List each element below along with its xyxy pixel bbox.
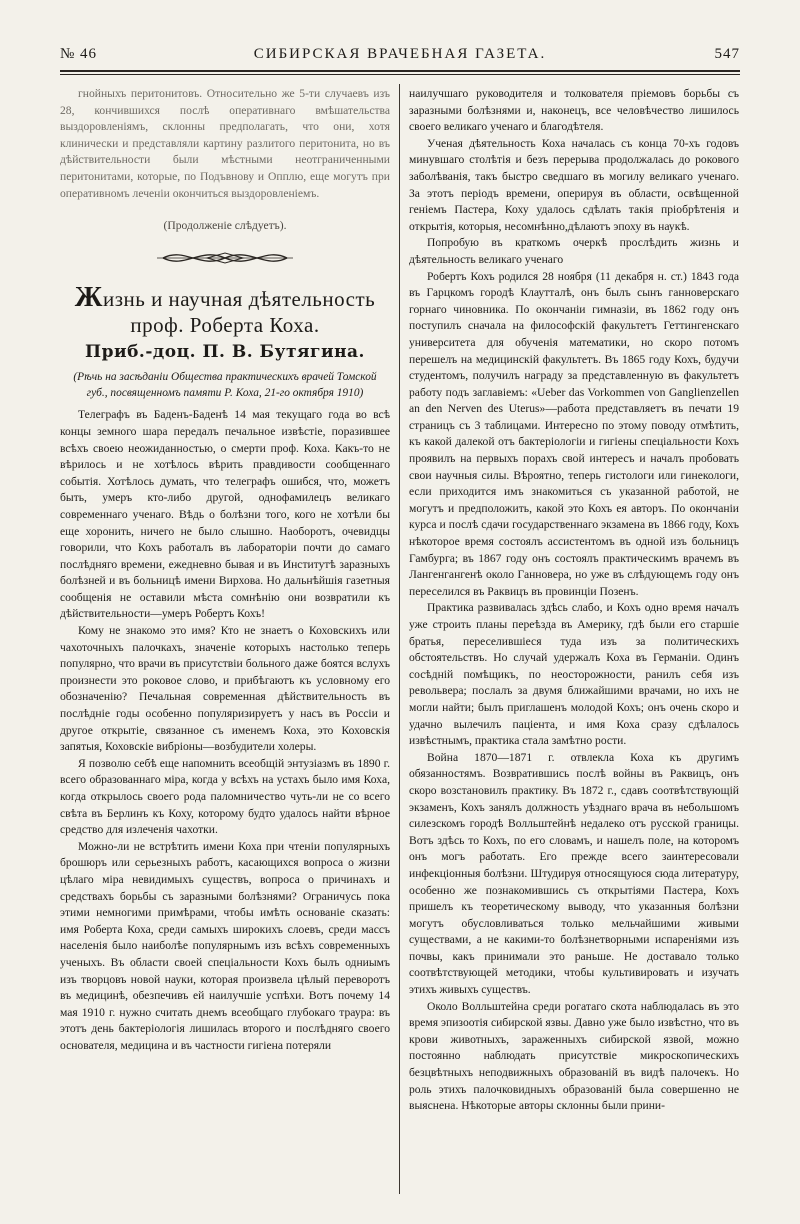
left-column — [60, 86, 390, 1210]
page-header — [60, 42, 740, 70]
ornament-divider — [155, 245, 295, 271]
header-rule — [60, 70, 740, 75]
article-title — [60, 281, 390, 338]
newspaper-title: СИБИРСКАЯ ВРАЧЕБНАЯ ГАЗЕТА. — [253, 46, 547, 62]
article-paragraph: Телеграфъ въ Баденъ-Баденѣ 14 мая текущаго года во всѣ концы земного шара передалъ печальное извѣстіе, поразившее всѣхъ своею неожиданностью, о смерти проф. Коха. Какъ-то не вѣрилось и не хотѣлось вѣрить правдивости сообщеннаго событія. Хотѣлось думать, что телеграфъ ошибся, что, можетъ быть, умеръ кто-либо другой, однофамилецъ великаго современнаго ученаго. Вѣдь о болѣзни того, кого не хотѣли бы еще хоронить, ничего не было слышно. Наоборотъ, очевидцы говорили, что Кохъ работалъ въ лабораторіи почти до самаго послѣдняго времени, ежедневно бывая и въ Институтѣ заразныхъ болѣзней и въ больницѣ имени Вирхова. Но дальнѣйшія газетныя сообщенія не оставили мѣста сомнѣнію они возвратили къ дѣйствительности—умеръ Робертъ Кохъ! — [60, 408, 390, 621]
article-paragraph: Робертъ Кохъ родился 28 ноября (11 декабря н. ст.) 1843 года въ Гарцкомъ городѣ Клаутталѣ, онъ былъ сынъ ганноверскаго горнаго чиновника. По окончаніи гимназіи, въ 1862 году онъ поступилъ сначала на философскій факультетъ Геттингенскаго университета для обученія математики, но скоро потомъ перешелъ на медицинскій факультетъ. Въ 1865 году Кохъ, будучи студентомъ, получилъ награду за представленную въ факультетъ работу подъ заглавіемъ: «Ueber das Vorkommen von Ganglienzellen an den Nerven des Uterus»—работа представляетъ въ печати 19 страницъ съ 3 таблицами. Интересно по этому поводу отмѣтить, къ какой далекой отъ бактеріологіи и гигіены спеціальности Кохъ проявилъ на первыхъ порахъ свой интересъ и началъ пробовать свои научныя силы. Вѣроятно, теперь гистологи или гинекологи, если приходится имъ знакомиться съ указанной работой, не могутъ и предположить, какой это Кохъ ея авторъ. По окончаніи курса и послѣ сдачи государственнаго экзамена въ 1866 году, Кохъ нѣкоторое время состоялъ ассистентомъ въ одной изъ больницъ Гамбурга; въ 1867 году онъ состоялъ практическимъ врачемъ въ Лангенгангенѣ около Ганновера, но уже въ слѣдующемъ году онъ переселился въ Раквицъ въ провинціи Позенъ. — [409, 269, 739, 598]
article-subtitle-note: (Рѣчь на засѣданіи Общества практическихъ врачей Томской губ., посвященномъ памяти Р. Коха, 21-го октября 1910) — [73, 371, 377, 399]
title-line-2: проф. Роберта Коха. — [130, 312, 320, 337]
article-paragraph: Кому не знакомо это имя? Кто не знаетъ о Коховскихъ или чахоточныхъ палочкахъ, значеніе которыхъ настолько теперь популярно, что врачи въ присутствіи больного даже боятся вслухъ произнести это роковое слово, и прибѣгаютъ къ условному его обозначенію? Печальная современная дѣйствительность въ послѣдніе годы особенно популяризируетъ у насъ въ Россіи и другое открытіе, связанное съ именемъ Коха, это Коховскія запятыя, Коховскіе вибріоны—возбудители холеры. — [60, 624, 390, 754]
to-be-continued-note: (Продолженіе слѣдуетъ). — [163, 219, 287, 233]
article-paragraph: наилучшаго руководителя и толкователя пріемовъ борьбы съ заразными болѣзнями и, наконецъ, все человѣчество лишилось своего великаго ученаго и благодѣтеля. — [409, 87, 739, 134]
article-paragraph: Попробую въ краткомъ очеркѣ прослѣдить жизнь и дѣятельность великаго ученаго — [409, 236, 739, 266]
right-column — [409, 86, 739, 1210]
article-author: Приб.-доц. П. В. Бутягина. — [85, 341, 365, 362]
page-number: 547 — [714, 46, 740, 62]
column-divider — [399, 84, 400, 1194]
article-paragraph: Практика развивалась здѣсь слабо, и Кохъ одно время началъ уже строить планы переѣзда въ Америку, гдѣ были его старшіе братья, переселившіеся туда изъ за политическихъ обстоятельствъ. Но случай удержалъ Коха въ Германіи. Одинъ сосѣдній помѣщикъ, по неосторожности, ранилъ себя изъ револьвера; послалъ за двумя ближайшими врачами, но ихъ не могли найти; былъ приглашенъ молодой Кохъ; онъ очень скоро и удачно вылечилъ паціента, и имя Коха сразу сдѣлалось извѣстнымъ, практика стала замѣтно рости. — [409, 601, 739, 748]
title-line-1: изнь и научная дѣятельность — [102, 286, 376, 311]
article-paragraph: Война 1870—1871 г. отвлекла Коха къ другимъ обязанностямъ. Возвратившись послѣ войны въ Раквицъ, онъ скоро возстановилъ практику. Въ 1872 г., сдавъ соотвѣтствующій экзаменъ, Кохъ занялъ должность уѣзднаго врача въ небольшомъ силезскомъ городѣ Волльштейнѣ недалеко отъ русской границы. Вотъ здѣсь то Кохъ, по его словамъ, и нашелъ поле, на которомъ онъ могъ работать. Его прежде всего заинтересовали инфекціонныя болѣзни. Штудируя относящуюся сюда литературу, особенно же познакомившись съ открытіями Пастера, Кохъ пришелъ къ теоретическому выводу, что указанныя болѣзни могутъ обусловливаться только мельчайшими живыми существами, а не какими-то болѣзнетворными испареніями изъ почвы, какъ принимали это раньше. Не доставало только соотвѣтствующей методики, чтобы культивировать и изучать этихъ живыхъ существъ. — [409, 750, 739, 997]
article-paragraph: Ученая дѣятельность Коха началась съ конца 70-хъ годовъ минувшаго столѣтія и безъ перерыва продолжалась до рокового заболѣванія, такъ быстро сведшаго въ могилу великаго ученаго. За этотъ періодъ времени, оперируя въ области, освѣщенной геніемъ Пастера, Коху удалось сдѣлать такія пріобрѣтенія и открытія, которыя, несомнѣнно,дѣлаютъ эпоху въ наукѣ. — [409, 136, 739, 233]
previous-article-ending: гнойныхъ перитонитовъ. Относительно же 5-ти случаевъ изъ 28, кончившихся послѣ оперативнаго вмѣшательства выздоровленіямъ, склонны предполагать, что они, хотя клинически и представляли картину разлитого перитонита, но въ дѣйствительности были мѣстными неотграниченными перитонитами, которые, по Подъвнову и Опплю, еще могутъ при оперативномъ леченіи окончиться выздоровленіемъ. — [60, 87, 390, 200]
issue-number: № 46 — [60, 46, 98, 62]
article-paragraph: Можно-ли не встрѣтить имени Коха при чтеніи популярныхъ брошюръ или серьезныхъ работъ, касающихся вопроса о жизни цѣлаго міра невидимыхъ существъ, вопроса о причинахъ и средствахъ борьбы съ заразными болѣзнями? Ограничусь пока этими немногими примѣрами, чтобы имѣть основаніе сказать: имя Роберта Коха, среди самыхъ широкихъ слоевъ, среди массъ населенія было наиболѣе популярнымъ изъ всѣхъ современныхъ ученыхъ. Въ области своей спеціальности Кохъ былъ одниымъ изъ творцовъ новой науки, которая произвела цѣлый переворотъ въ медицинѣ, обезпечивъ ей наилучшіе успѣхи. Вотъ почему 14 мая 1910 г. нужно считать днемъ всеобщаго глубокаго траура: въ этотъ день бактеріологія лишилась второго и послѣдняго своего основателя, медицина и въ частности гигіена потеряли — [60, 839, 390, 1052]
article-paragraph: Около Волльштейна среди рогатаго скота наблюдалась въ это время эпизоотія сибирской язвы. Давно уже было извѣстно, что въ крови животныхъ, зараженныхъ сибирской язвой, можно постоянно наблюдать присутствіе микроскопическихъ безцвѣтныхъ неподвижныхъ образованій въ видѣ палочекъ. Но роль этихъ палочковидныхъ образованій была совершенно не выяснена. Нѣкоторые авторы склонны были прини- — [409, 999, 739, 1113]
article-paragraph: Я позволю себѣ еще напомнить всеобщій энтузіазмъ въ 1890 г. всего образованнаго міра, когда у всѣхъ на устахъ было имя Коха, когда открылось своего рода паломничество чуть-ли не со всего свѣта въ Берлинъ къ Коху, которому будто удалось найти вѣрное средство для излеченія чахотки. — [60, 756, 390, 837]
title-dropcap: Ж — [74, 281, 103, 313]
